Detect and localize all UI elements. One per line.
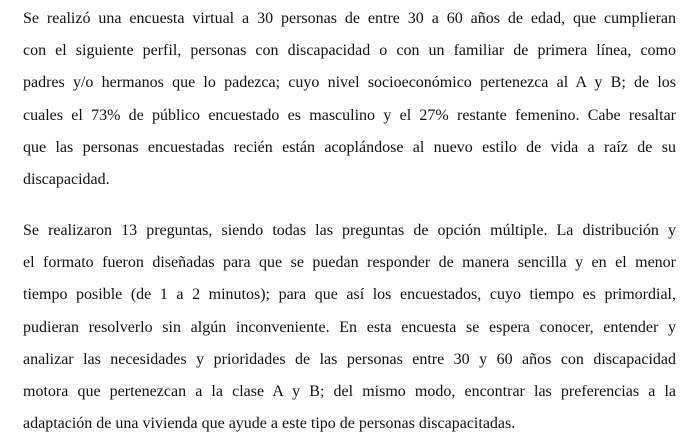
- text-line: Se realizó una encuesta virtual a 30 personas de entre 30 a 60 años de edad, que cumplieran: [23, 10, 676, 27]
- text-line: que las personas encuestadas recién están acoplándose al nuevo estilo de vida a raíz de su: [23, 138, 676, 156]
- text-line: pudieran resolverlo sin algún inconveniente. En esta encuesta se espera conocer, entender y: [23, 318, 676, 336]
- text-line: tiempo posible (de 1 a 2 minutos); para que así los encuestados, cuyo tiempo es primordial,: [23, 286, 676, 304]
- text-line: Se realizaron 13 preguntas, siendo todas las preguntas de opción múltiple. La distribución y: [23, 222, 676, 239]
- text-line: padres y/o hermanos que lo padezca; cuyo nivel socioeconómico pertenezca al A y B; de los: [23, 74, 676, 92]
- paragraph-survey-method: [23, 215, 676, 440]
- text-line: cuales el 73% de público encuestado es masculino y el 27% restante femenino. Cabe resaltar: [23, 106, 676, 124]
- text-line: adaptación de una vivienda que ayude a este tipo de personas discapacitadas.: [23, 415, 516, 433]
- paragraph-survey-description: [23, 3, 676, 196]
- text-line: motora que pertenezcan a la clase A y B; del mismo modo, encontrar las preferencias a la: [23, 382, 676, 400]
- text-line: discapacidad.: [23, 170, 110, 188]
- text-line: con el siguiente perfil, personas con discapacidad o con un familiar de primera línea, como: [23, 42, 676, 60]
- text-line: el formato fueron diseñadas para que se puedan responder de manera sencilla y en el menor: [23, 254, 676, 272]
- text-line: analizar las necesidades y prioridades de las personas entre 30 y 60 años con discapacidad: [23, 350, 676, 368]
